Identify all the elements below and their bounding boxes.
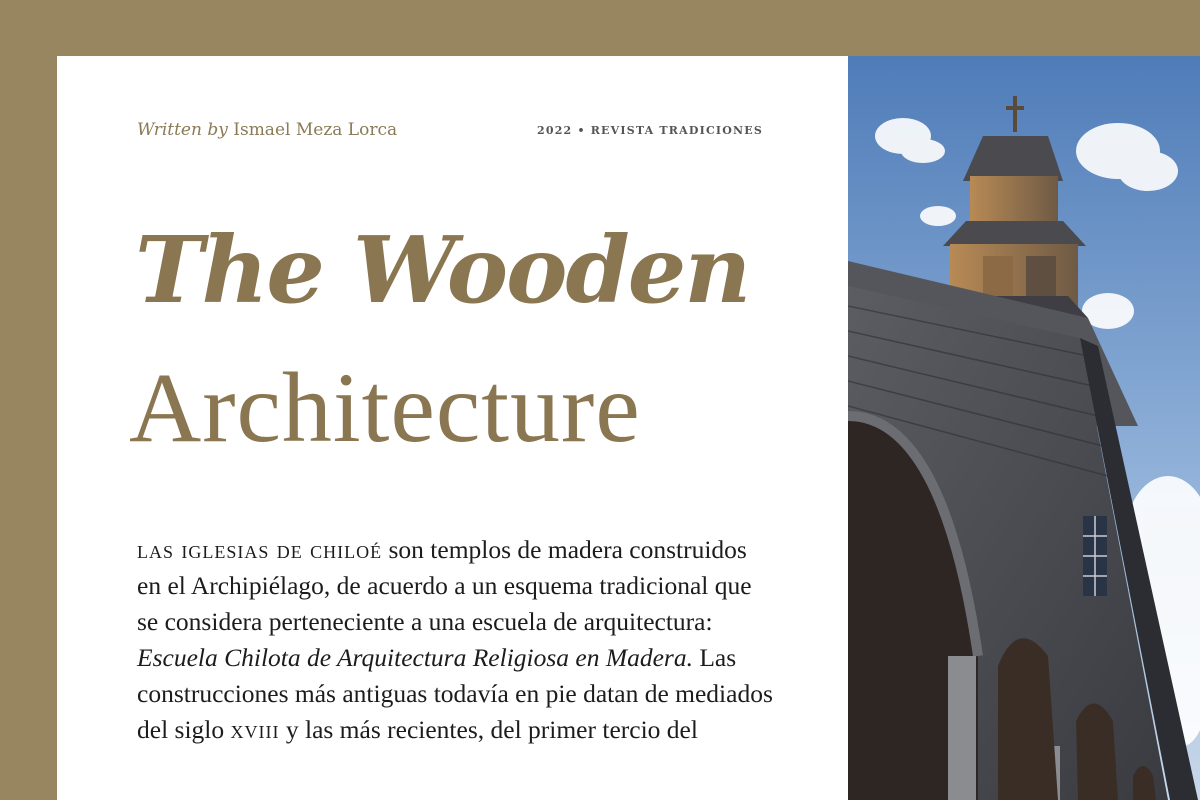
title-line-1: The Wooden <box>135 216 750 324</box>
century-numeral: xviii <box>230 715 280 744</box>
title-line-2: Architecture <box>129 352 641 463</box>
lead-in: las iglesias de chiloé <box>137 535 383 564</box>
church-photo <box>848 56 1200 800</box>
body-text-1: son templos de madera construidos en el Archipiélago, de acuerdo a un esquema tradicional que se considera perteneciente a una escuela de arquitectura: <box>137 535 752 636</box>
issue-label: 2022 • REVISTA TRADICIONES <box>537 124 764 137</box>
body-text-2: Las construcciones más antiguas todavía en pie datan de mediados del siglo <box>137 643 773 744</box>
body-text-3: y las más recientes, del primer tercio del <box>279 715 698 744</box>
article-page <box>57 56 848 800</box>
church-illustration <box>848 56 1200 800</box>
written-by-label: Written by <box>137 120 228 140</box>
author-name: Ismael Meza Lorca <box>233 120 398 140</box>
article-body <box>137 532 777 748</box>
byline <box>137 120 397 140</box>
italic-phrase: Escuela Chilota de Arquitectura Religiosa en Madera. <box>137 643 693 672</box>
